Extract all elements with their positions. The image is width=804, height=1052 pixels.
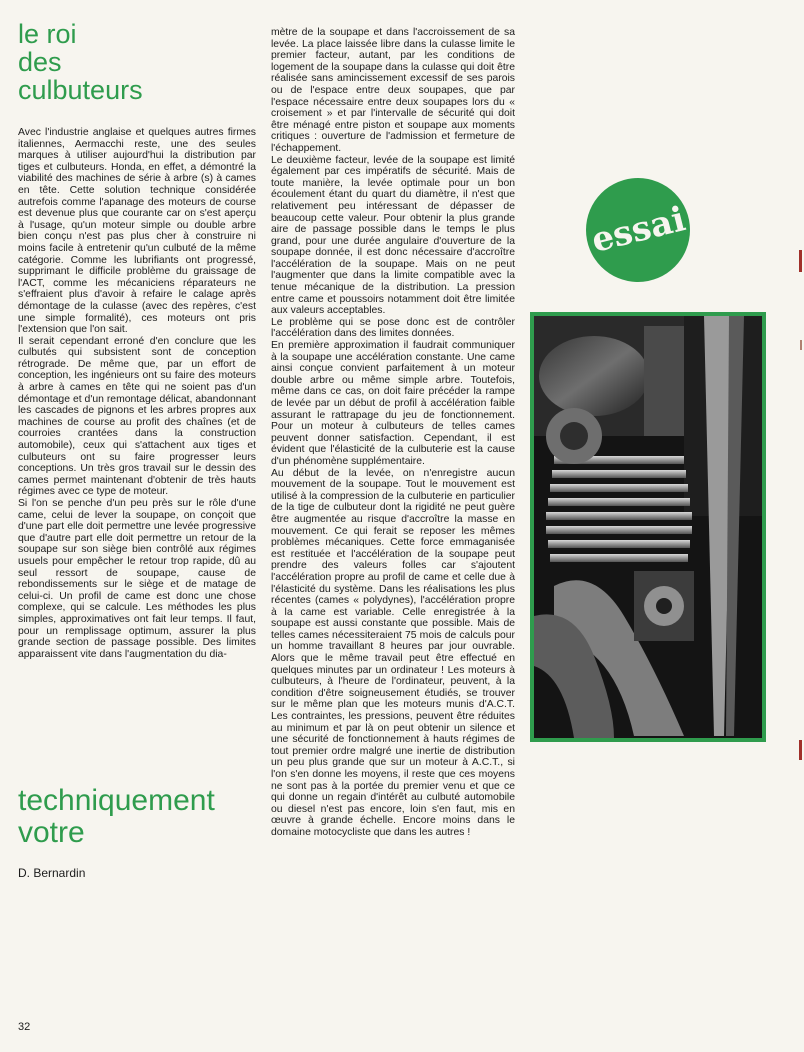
text-column-middle: [271, 27, 515, 839]
paragraph: Le problème qui se pose donc est de contrôler l'accélération dans des limites données.: [271, 316, 515, 340]
badge-label: essai: [587, 199, 689, 261]
subtitle-line: techniquement: [18, 784, 215, 817]
text-column-left: [18, 127, 256, 660]
scan-edge-marks: [796, 250, 804, 810]
engine-photo-illustration: [534, 316, 762, 738]
title-line: des: [18, 47, 62, 77]
subtitle-line: votre: [18, 816, 85, 849]
title-line: culbuteurs: [18, 75, 143, 105]
paragraph: En première approximation il faudrait communiquer à la soupape une accélération constante. Une came ainsi conçue convient parfaitement à un moteur double arbre ou même simple arbre. Toutefois, même dans ce cas, on doit faire précéder la rampe de levée par un début de profil à accélération faible assurant le rattrapage du jeu de fonctionnement. Pour un moteur à culbuteurs de telles cames peuvent donner satisfaction. Cependant, il est évident que l'élasticité de la culbuterie est la cause d'un phénomène supplémentaire.: [271, 340, 515, 467]
author-byline: D. Bernardin: [18, 866, 86, 880]
title-line: le roi: [18, 19, 77, 49]
paragraph: Il serait cependant erroné d'en conclure que les culbutés qui subsistent sont de conception rétrograde. De même que, par un effort de conception, les ingénieurs ont su faire des moteurs à arbre à cames en tête qui ne soient pas d'un démontage et d'un remontage délicat, abandonnant les cascades de pignons et les arbres propres aux machines de course au profit des chaînes (et de courroies crantées dans la construction automobile), ceux qui s'attachent aux tiges et culbuteurs ont su faire progresser leurs conceptions. Un très gros travail sur le dessin des cames permet maintenant d'obtenir de très hauts régimes avec ce type de moteur.: [18, 335, 256, 498]
essai-badge: [586, 178, 690, 282]
paragraph: mètre de la soupape et dans l'accroissement de sa levée. La place laissée libre dans la culasse limite le premier facteur, autant, par les conditions de logement de la soupape dans la culasse qui doit être réalisée sans amincissement excessif de ses parois ou de l'espace entre deux soupapes, que par l'espace nécessaire entre deux soupapes lors du « croisement » et par l'intervalle de sécurité qui doit être ménagé entre piston et soupape aux moments critiques : ouverture de l'admission et fermeture de l'échappement.: [271, 27, 515, 154]
paragraph: Si l'on se penche d'un peu près sur le rôle d'une came, celui de lever la soupape, on conçoit que d'une part elle doit permettre une levée progressive que d'autre part elle doit permettre un retour de la soupape sur son siège bien contrôlé aux régimes usuels pour empêcher le retour trop rapide, dû au seul ressort de soupape, cause de rebondissements sur le siège et de matage de celui-ci. Un profil de came est donc une chose complexe, qui se calcule. Les méthodes les plus simples, approximatives ont fait leur temps. Il faut, pour un remplissage optimum, assurer la plus grande section de passage possible. Des limites apparaissent vite dans l'augmentation du dia-: [18, 498, 256, 660]
paragraph: Le deuxième facteur, levée de la soupape est limité également par ces impératifs de sécurité. Mais de toute manière, la levée optimale pour un bon écoulement étant du quart du diamètre, il n'est que relativement peu intéressant de dépasser de beaucoup cette valeur. Pour obtenir la plus grande aire de passage possible dans le temps le plus grand, pour une durée angulaire d'ouverture de la soupape donnée, il est donc nécessaire d'accroître l'accélération de la soupape. Mais on ne peut l'augmenter que dans la limite compatible avec la tenue mécanique de la distribution. La pression entre came et poussoirs notamment doit être limitée aux valeurs acceptables.: [271, 154, 515, 317]
paragraph: Avec l'industrie anglaise et quelques autres firmes italiennes, Aermacchi reste, une des seules marques à utiliser aujourd'hui la distribution par tiges et culbuteurs. Honda, en effet, a démontré la viabilité des machines de série à arbre (s) à cames en tête. Cette solution technique considérée autrefois comme l'apanage des moteurs de course est devenue plus que courante car on s'est aperçu à l'usage, qu'un moteur simple ou double arbre bien conçu n'est pas plus cher à construire ni moins facile à entretenir qu'un culbuté de la même catégorie. Comme les lubrifiants ont progressé, supprimant le difficile problème du graissage de l'ACT, comme les mécaniciens réparateurs ne s'effraient plus d'avoir à refaire le calage après démontage de la culasse (avec des repères, c'est une simple formalité), ces moteurs ont pris l'extension que l'on sait.: [18, 127, 256, 336]
article-title: [18, 20, 258, 104]
motorcycle-engine-photo-icon: [530, 312, 766, 742]
page-number: 32: [18, 1021, 31, 1033]
article-subtitle: [18, 785, 278, 849]
paragraph: Au début de la levée, on n'enregistre aucun mouvement de la soupape. Tout le mouvement est utilisé à la compression de la culbuterie en particulier de la tige de culbuteur dont la rigidité ne peut guère être augmentée au risque d'accroître la masse en mouvement. Ce qui ferait se reposer les mêmes problèmes mécaniques. Cette force emmaganisée est restituée et l'accélération de la soupape peut prendre des valeurs folles car s'ajoutent l'accélération propre au profil de came et celle due à l'élasticité du système. Dans les réalisations les plus récentes (cames « polydynes), l'accélération propre à la came est variable. Celle enregistrée à la soupape est aussi constante que possible. Mais de telles cames nécessiteraient 75 mois de calculs pour un homme travaillant 8 heures par jour ouvrable. Alors que le même travail peut être effectué en quelques minutes par un ordinateur ! Les moteurs à culbuteurs, à l'heure de l'ordinateur, peuvent, à la condition d'être soigneusement étudiés, se trouver sur le même plan que les moteurs munis d'A.C.T. Les contraintes, les pressions, peuvent être réduites au minimum et par là on peut obtenir un silence et une sécurité de fonctionnement à hauts régimes de tout premier ordre malgré une inertie de distribution un peu plus grande que sur un moteur à A.C.T., si l'on s'en donne les moyens, il reste que ces moyens ne sont pas à la portée du premier venu et que ce qui donne un regain d'intérêt au culbuté automobile ou diesel n'est pas encore, loin s'en faut, mis en œuvre à grande échelle. Encore moins dans le domaine motocycliste que dans les autres !: [271, 467, 515, 838]
